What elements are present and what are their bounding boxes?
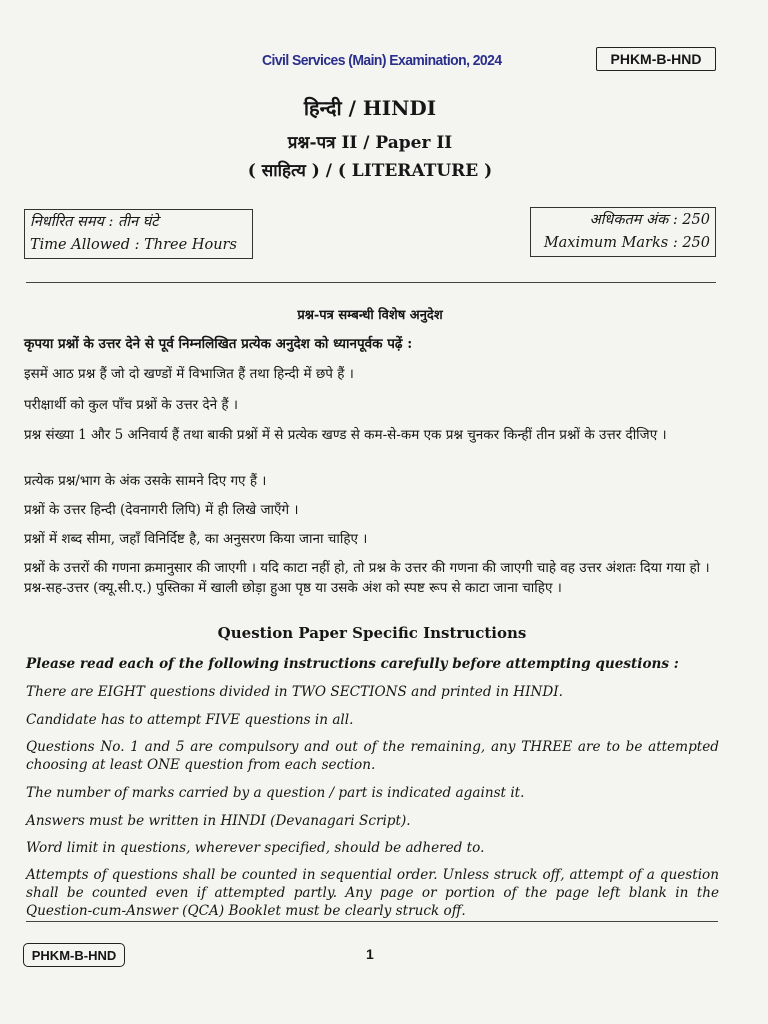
time-allowed-hindi: निर्धारित समय : तीन घंटे	[30, 214, 159, 230]
paper-code-badge: PHKM-B-HND	[596, 47, 716, 71]
maximum-marks-english: Maximum Marks : 250	[543, 235, 710, 251]
english-instruction-item: Questions No. 1 and 5 are compulsory and out of the remaining, any THREE are to be attempted choosing at least ONE question from each section.	[26, 739, 719, 773]
hindi-instruction-item: इसमें आठ प्रश्न हैं जो दो खण्डों में विभाजित हैं तथा हिन्दी में छपे हैं ।	[24, 366, 354, 382]
hindi-instruction-item: प्रश्नों के उत्तर हिन्दी (देवनागरी लिपि) में ही लिखे जाएँगे ।	[24, 502, 299, 518]
maximum-marks-box	[530, 207, 716, 257]
paper-title: प्रश्न-पत्र II / Paper II	[287, 133, 453, 153]
top-divider	[26, 282, 716, 283]
hindi-instruction-item: प्रश्नों में शब्द सीमा, जहाँ विनिर्दिष्ट है, का अनुसरण किया जाना चाहिए ।	[24, 531, 368, 547]
english-instruction-item: Answers must be written in HINDI (Devanagari Script).	[26, 813, 411, 829]
english-instruction-item: The number of marks carried by a question / part is indicated against it.	[26, 785, 525, 801]
subject-title: हिन्दी / HINDI	[303, 96, 437, 120]
hindi-instruction-item: प्रत्येक प्रश्न/भाग के अंक उसके सामने दिए गए हैं ।	[24, 473, 267, 489]
time-allowed-english: Time Allowed : Three Hours	[30, 237, 237, 253]
english-instructions-title: Question Paper Specific Instructions	[217, 624, 527, 642]
footer-paper-code-badge: PHKM-B-HND	[23, 943, 125, 967]
hindi-instruction-item: परीक्षार्थी को कुल पाँच प्रश्नों के उत्तर देने हैं ।	[24, 397, 239, 413]
english-instruction-item: Word limit in questions, wherever specified, should be adhered to.	[26, 840, 485, 856]
hindi-instructions-title: प्रश्न-पत्र सम्बन्धी विशेष अनुदेश	[297, 308, 443, 323]
page-number: 1	[366, 946, 374, 962]
english-instruction-item: Candidate has to attempt FIVE questions in all.	[26, 712, 354, 728]
hindi-instructions-intro: कृपया प्रश्नों के उत्तर देने से पूर्व निम्नलिखित प्रत्येक अनुदेश को ध्यानपूर्वक पढ़ें :	[24, 336, 413, 352]
hindi-instruction-item: प्रश्न संख्या 1 और 5 अनिवार्य हैं तथा बाकी प्रश्नों में से प्रत्येक खण्ड से कम-से-कम एक प्रश्न चुनकर किन्हीं तीन प्रश्नों के उत्तर दीजिए ।	[24, 427, 667, 443]
time-allowed-box	[24, 209, 253, 259]
english-instruction-item: There are EIGHT questions divided in TWO SECTIONS and printed in HINDI.	[26, 684, 563, 700]
english-instruction-item: Attempts of questions shall be counted in sequential order. Unless struck off, attempt of a question shall be counted even if attempted partly. Any page or portion of the page left blank in the Question-cum-Answer (QCA) Booklet must be clearly struck off.	[26, 867, 719, 919]
maximum-marks-hindi: अधिकतम अंक : 250	[589, 212, 710, 228]
bottom-divider	[26, 921, 718, 922]
exam-name: Civil Services (Main) Examination, 2024	[262, 52, 502, 69]
literature-title: ( साहित्य ) / ( LITERATURE )	[247, 161, 493, 181]
english-instructions-intro: Please read each of the following instructions carefully before attempting questions :	[26, 656, 679, 672]
hindi-instruction-item: प्रश्नों के उत्तरों की गणना क्रमानुसार की जाएगी । यदि काटा नहीं हो, तो प्रश्न के उत्तर की गणना की जाएगी चाहे वह उत्तर अंशतः दिया गया हो । प्रश्न-सह-उत्तर (क्यू.सी.ए.) पुस्तिका में खाली छोड़ा हुआ पृष्ठ या उसके अंश को स्पष्ट रूप से काटा जाना चाहिए ।	[24, 560, 710, 596]
